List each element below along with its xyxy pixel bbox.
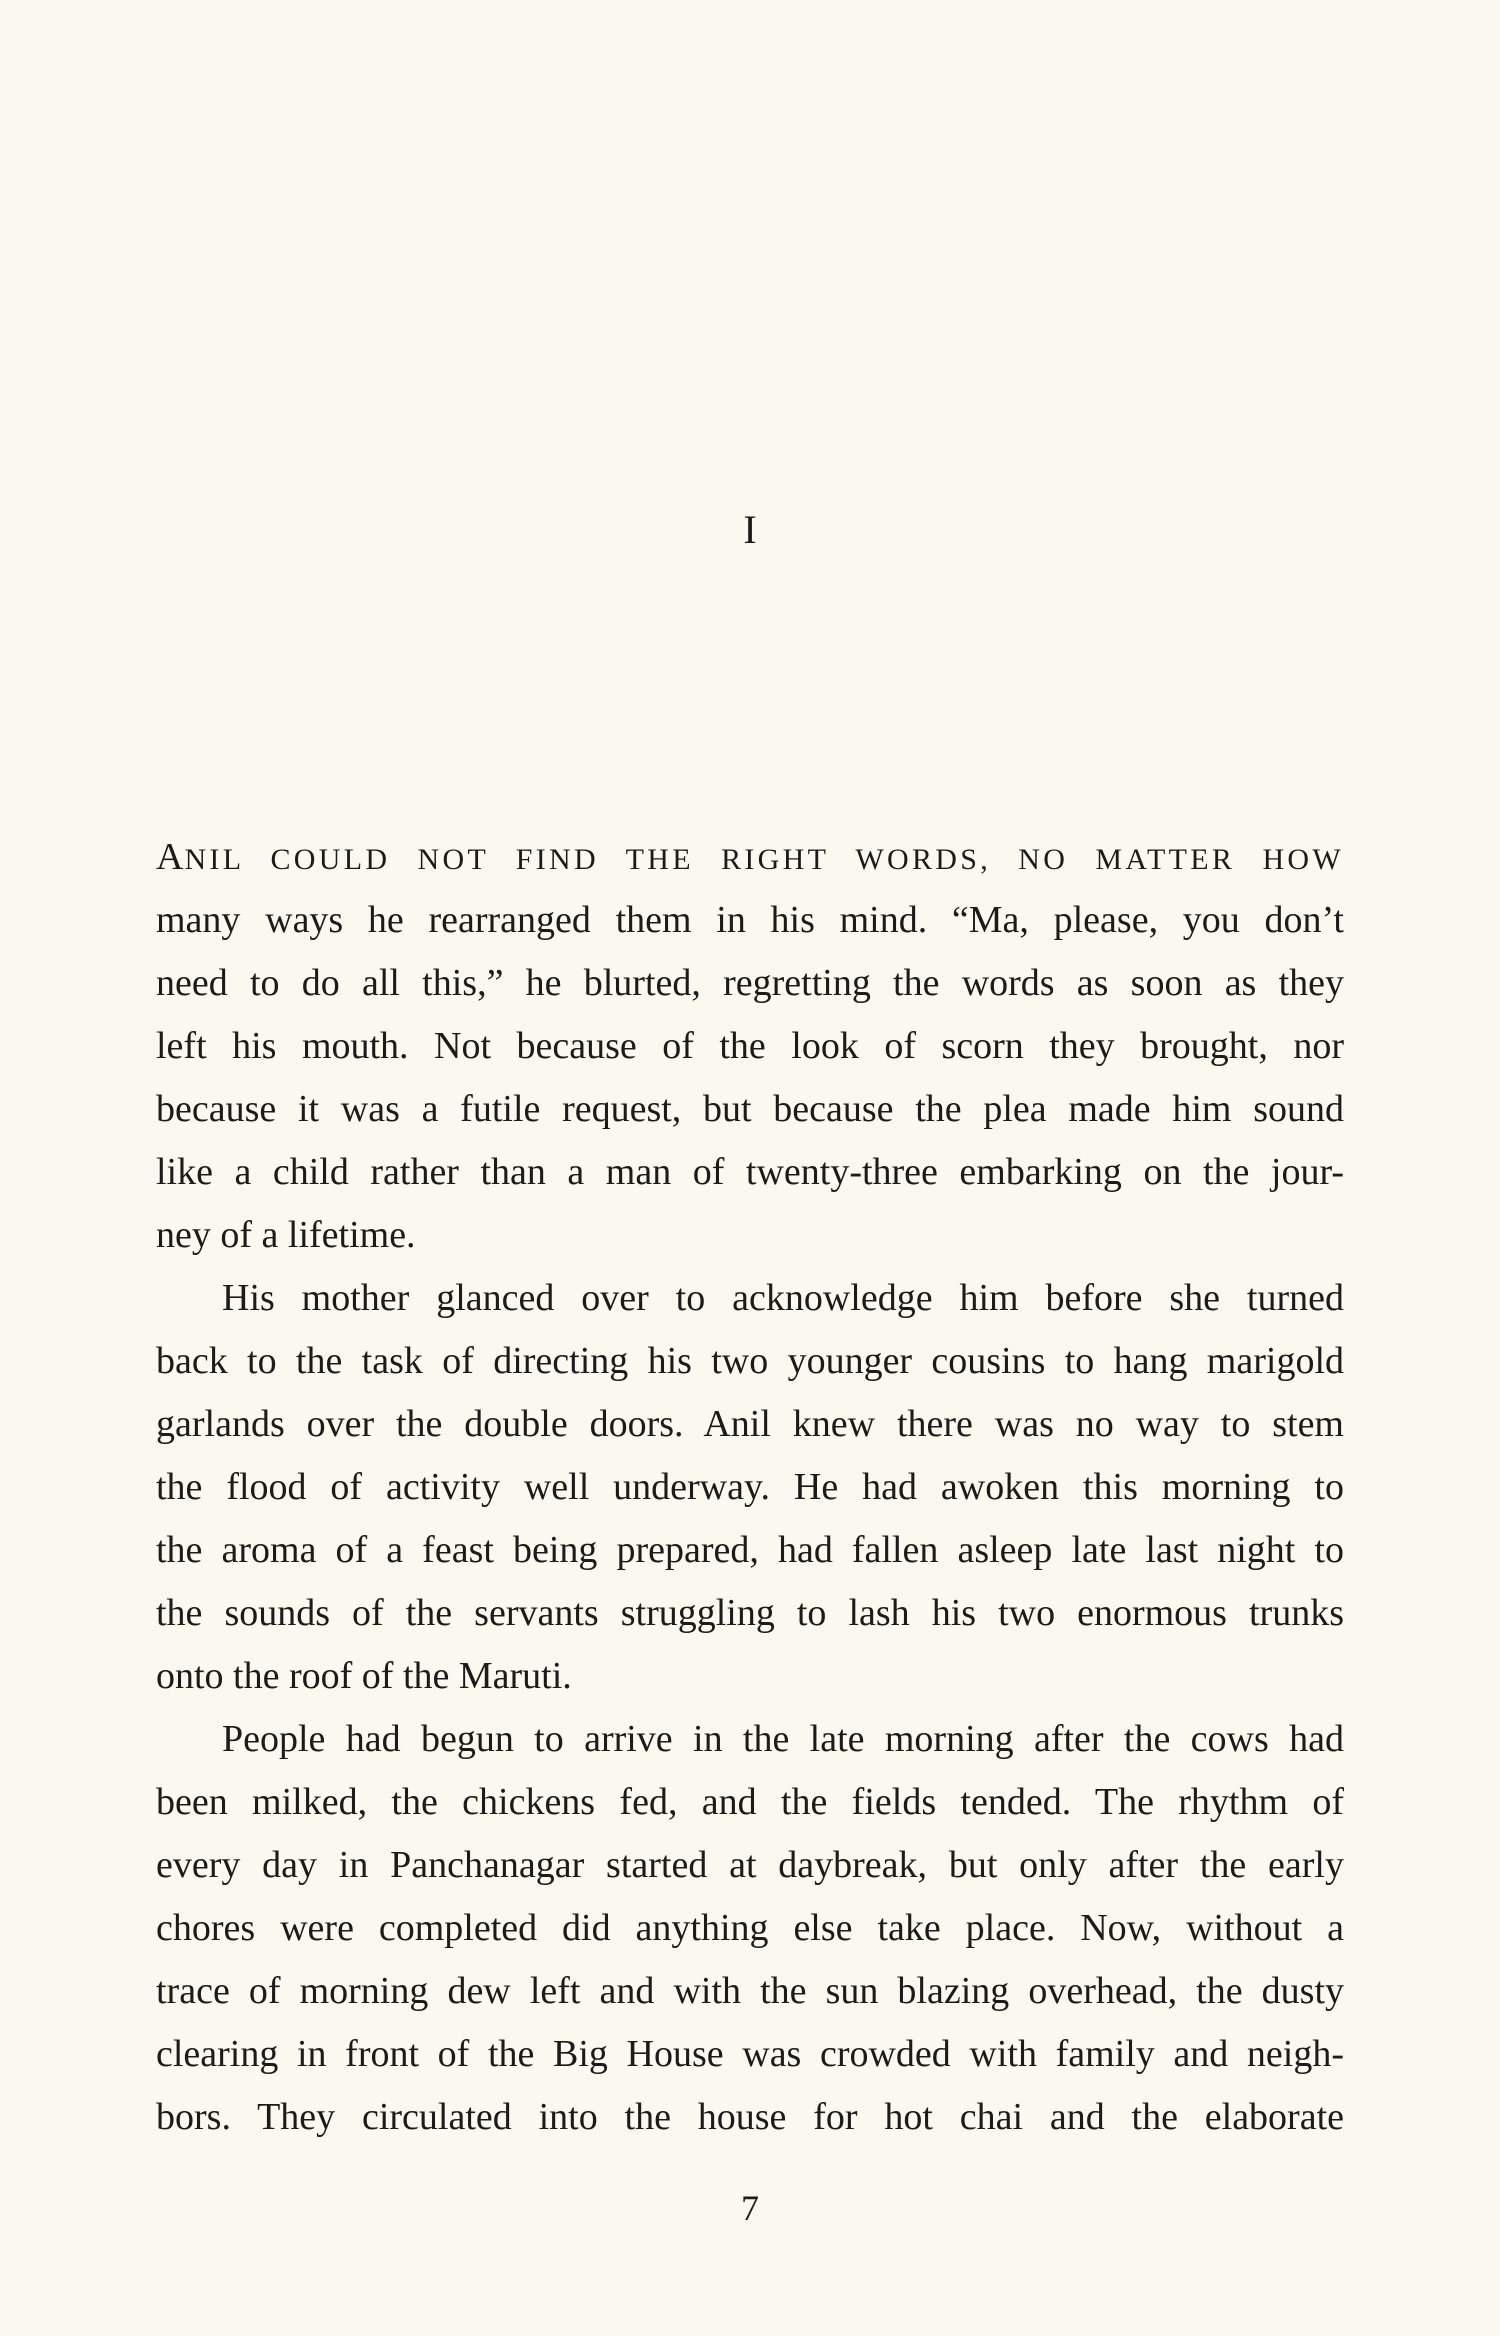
body-text xyxy=(156,826,1344,2149)
paragraph-3-line: clearing in front of the Big House was crowded with family and neigh- xyxy=(156,2033,1344,2075)
opening-line xyxy=(156,826,1344,889)
paragraph-3-line: chores were completed did anything else take place. Now, without a xyxy=(156,1907,1344,1949)
paragraph-3-line: bors. They circulated into the house for hot chai and the elaborate xyxy=(156,2096,1344,2138)
chapter-number: I xyxy=(743,507,757,552)
paragraph-1-line: many ways he rearranged them in his mind. “Ma, please, you don’t xyxy=(156,899,1344,941)
paragraph-2-line: garlands over the double doors. Anil knew there was no way to stem xyxy=(156,1403,1344,1445)
page-number: 7 xyxy=(741,2188,759,2228)
paragraph-1-line: ney of a lifetime. xyxy=(156,1214,416,1256)
paragraph-2-line: onto the roof of the Maruti. xyxy=(156,1655,572,1697)
paragraph-2-line: the flood of activity well underway. He had awoken this morning to xyxy=(156,1466,1344,1508)
opening-small-caps: NIL COULD NOT FIND THE RIGHT WORDS, NO MATTER HOW xyxy=(184,843,1344,876)
paragraph-1-line: because it was a futile request, but because the plea made him sound xyxy=(156,1088,1344,1130)
paragraph-1-line: like a child rather than a man of twenty-three embarking on the jour- xyxy=(156,1151,1344,1193)
paragraph-3-line: People had begun to arrive in the late morning after the cows had xyxy=(222,1718,1344,1760)
paragraph-2-line: His mother glanced over to acknowledge him before she turned xyxy=(222,1277,1344,1319)
paragraph-1-line: left his mouth. Not because of the look of scorn they brought, nor xyxy=(156,1025,1344,1067)
paragraph-3-line: every day in Panchanagar started at daybreak, but only after the early xyxy=(156,1844,1344,1886)
paragraph-2-line: back to the task of directing his two younger cousins to hang marigold xyxy=(156,1340,1344,1382)
paragraph-2-line: the aroma of a feast being prepared, had fallen asleep late last night to xyxy=(156,1529,1344,1571)
paragraph-1-line: need to do all this,” he blurted, regretting the words as soon as they xyxy=(156,962,1344,1004)
paragraph-3-line: been milked, the chickens fed, and the fields tended. The rhythm of xyxy=(156,1781,1344,1823)
paragraph-2-line: the sounds of the servants struggling to lash his two enormous trunks xyxy=(156,1592,1344,1634)
paragraph-3-line: trace of morning dew left and with the sun blazing overhead, the dusty xyxy=(156,1970,1344,2012)
opening-first-letter: A xyxy=(156,836,185,878)
